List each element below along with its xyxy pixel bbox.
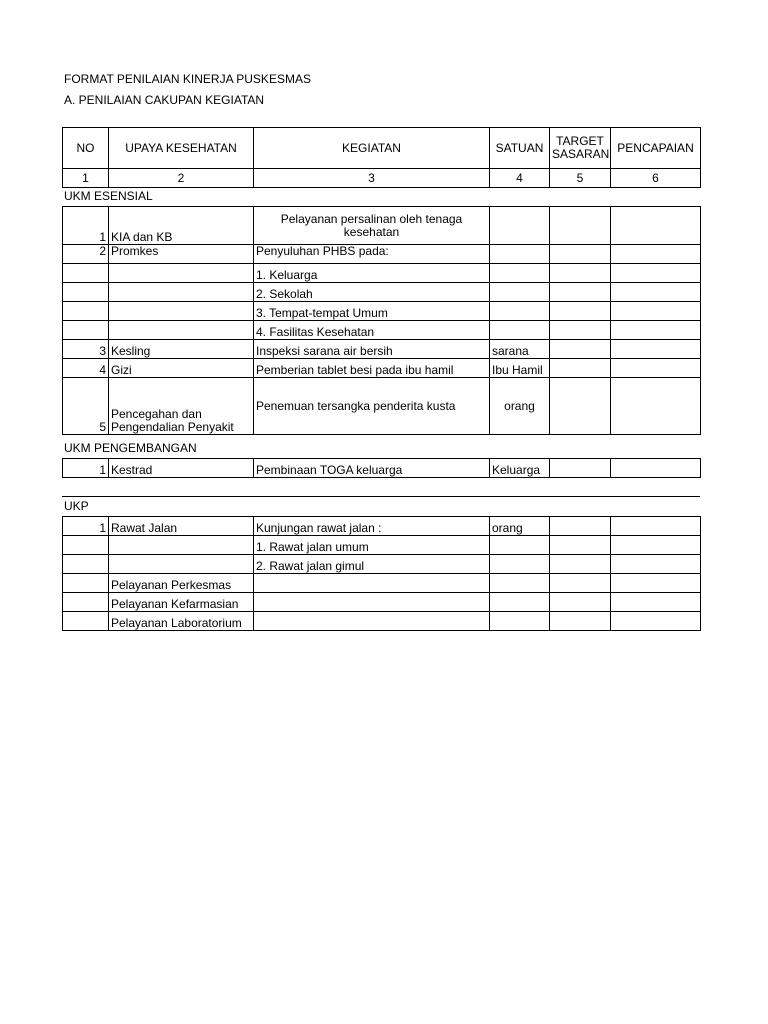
row-target <box>550 302 611 321</box>
table-row <box>63 517 701 536</box>
header-table <box>62 127 700 188</box>
row-satuan <box>490 283 550 302</box>
row-upaya: KIA dan KB <box>109 207 254 245</box>
row-no: 1 <box>63 207 109 245</box>
column-number-row <box>63 169 701 188</box>
row-pencapaian <box>611 378 701 435</box>
column-number: 2 <box>109 169 254 188</box>
row-target <box>550 321 611 340</box>
table-row <box>63 359 701 378</box>
row-kegiatan: Kunjungan rawat jalan : <box>254 517 490 536</box>
row-pencapaian <box>611 340 701 359</box>
table-row <box>63 378 701 435</box>
table-row <box>63 207 701 245</box>
row-upaya: Pelayanan Kefarmasian <box>109 593 254 612</box>
row-upaya <box>109 302 254 321</box>
row-no: 1 <box>63 517 109 536</box>
row-no: 2 <box>63 245 109 264</box>
row-pencapaian <box>611 359 701 378</box>
column-number: 3 <box>254 169 490 188</box>
row-kegiatan: Pelayanan persalinan oleh tenaga kesehatan <box>254 207 490 245</box>
row-pencapaian <box>611 574 701 593</box>
table-row <box>63 536 701 555</box>
row-satuan <box>490 264 550 283</box>
row-no <box>63 264 109 283</box>
row-target <box>550 245 611 264</box>
row-no: 5 <box>63 378 109 435</box>
row-pencapaian <box>611 459 701 478</box>
section-ukm-esensial: UKM ESENSIAL <box>64 189 153 203</box>
table-row <box>63 612 701 631</box>
row-upaya <box>109 555 254 574</box>
row-satuan <box>490 207 550 245</box>
row-upaya: Promkes <box>109 245 254 264</box>
row-kegiatan <box>254 612 490 631</box>
row-kegiatan: 3. Tempat-tempat Umum <box>254 302 490 321</box>
row-satuan <box>490 245 550 264</box>
row-no <box>63 302 109 321</box>
row-no: 4 <box>63 359 109 378</box>
row-no <box>63 574 109 593</box>
ukp-table <box>62 516 700 631</box>
row-target <box>550 264 611 283</box>
row-kegiatan: 2. Sekolah <box>254 283 490 302</box>
ukm-pengembangan-table <box>62 458 700 478</box>
row-target <box>550 207 611 245</box>
row-upaya: Rawat Jalan <box>109 517 254 536</box>
table-row <box>63 321 701 340</box>
row-upaya: Pelayanan Perkesmas <box>109 574 254 593</box>
row-satuan <box>490 612 550 631</box>
header-kegiatan: KEGIATAN <box>254 128 490 169</box>
row-upaya <box>109 536 254 555</box>
row-target <box>550 340 611 359</box>
table-row <box>63 283 701 302</box>
row-kegiatan: 2. Rawat jalan gimul <box>254 555 490 574</box>
ukm-esensial-table <box>62 206 700 435</box>
row-upaya <box>109 283 254 302</box>
row-kegiatan <box>254 574 490 593</box>
row-upaya <box>109 321 254 340</box>
row-no <box>63 321 109 340</box>
row-kegiatan: 4. Fasilitas Kesehatan <box>254 321 490 340</box>
document-title: FORMAT PENILAIAN KINERJA PUSKESMAS <box>64 72 311 86</box>
row-target <box>550 359 611 378</box>
row-pencapaian <box>611 536 701 555</box>
header-pencapaian: PENCAPAIAN <box>611 128 701 169</box>
row-no <box>63 536 109 555</box>
row-target <box>550 574 611 593</box>
row-target <box>550 555 611 574</box>
row-pencapaian <box>611 612 701 631</box>
row-satuan: orang <box>490 517 550 536</box>
row-satuan <box>490 321 550 340</box>
column-number: 6 <box>611 169 701 188</box>
row-pencapaian <box>611 517 701 536</box>
table-row <box>63 264 701 283</box>
row-satuan <box>490 536 550 555</box>
header-satuan: SATUAN <box>490 128 550 169</box>
row-target <box>550 536 611 555</box>
row-satuan: orang <box>490 378 550 435</box>
row-satuan <box>490 302 550 321</box>
row-pencapaian <box>611 283 701 302</box>
row-satuan: Ibu Hamil <box>490 359 550 378</box>
row-pencapaian <box>611 264 701 283</box>
row-no <box>63 555 109 574</box>
row-upaya: Pencegahan dan Pengendalian Penyakit <box>109 378 254 435</box>
row-target <box>550 378 611 435</box>
row-kegiatan: 1. Rawat jalan umum <box>254 536 490 555</box>
row-no <box>63 612 109 631</box>
row-kegiatan: Penyuluhan PHBS pada: <box>254 245 490 264</box>
column-number: 5 <box>550 169 611 188</box>
column-number: 1 <box>63 169 109 188</box>
row-satuan <box>490 574 550 593</box>
row-target <box>550 283 611 302</box>
row-target <box>550 593 611 612</box>
row-upaya: Pelayanan Laboratorium <box>109 612 254 631</box>
row-upaya <box>109 264 254 283</box>
row-pencapaian <box>611 245 701 264</box>
table-row <box>63 302 701 321</box>
row-no: 3 <box>63 340 109 359</box>
header-target: TARGET SASARAN <box>550 128 611 169</box>
document-subtitle: A. PENILAIAN CAKUPAN KEGIATAN <box>64 93 265 107</box>
row-target <box>550 517 611 536</box>
row-upaya: Kesling <box>109 340 254 359</box>
row-satuan <box>490 593 550 612</box>
divider-line <box>62 496 700 497</box>
column-number: 4 <box>490 169 550 188</box>
row-kegiatan: Pembinaan TOGA keluarga <box>254 459 490 478</box>
table-row <box>63 574 701 593</box>
table-row <box>63 340 701 359</box>
row-pencapaian <box>611 321 701 340</box>
row-kegiatan: Penemuan tersangka penderita kusta <box>254 378 490 435</box>
section-ukm-pengembangan: UKM PENGEMBANGAN <box>64 441 197 455</box>
table-row <box>63 593 701 612</box>
table-row <box>63 555 701 574</box>
row-no <box>63 593 109 612</box>
row-satuan: Keluarga <box>490 459 550 478</box>
row-upaya: Kestrad <box>109 459 254 478</box>
row-kegiatan: 1. Keluarga <box>254 264 490 283</box>
row-pencapaian <box>611 207 701 245</box>
row-kegiatan: Pemberian tablet besi pada ibu hamil <box>254 359 490 378</box>
table-row <box>63 245 701 264</box>
section-ukp: UKP <box>64 499 89 513</box>
row-no <box>63 283 109 302</box>
row-target <box>550 459 611 478</box>
header-upaya: UPAYA KESEHATAN <box>109 128 254 169</box>
table-row <box>63 459 701 478</box>
header-no: NO <box>63 128 109 169</box>
row-satuan <box>490 555 550 574</box>
row-no: 1 <box>63 459 109 478</box>
header-row <box>63 128 701 169</box>
row-pencapaian <box>611 302 701 321</box>
row-kegiatan: Inspeksi sarana air bersih <box>254 340 490 359</box>
row-target <box>550 612 611 631</box>
row-kegiatan <box>254 593 490 612</box>
row-satuan: sarana <box>490 340 550 359</box>
row-pencapaian <box>611 555 701 574</box>
row-upaya: Gizi <box>109 359 254 378</box>
row-pencapaian <box>611 593 701 612</box>
